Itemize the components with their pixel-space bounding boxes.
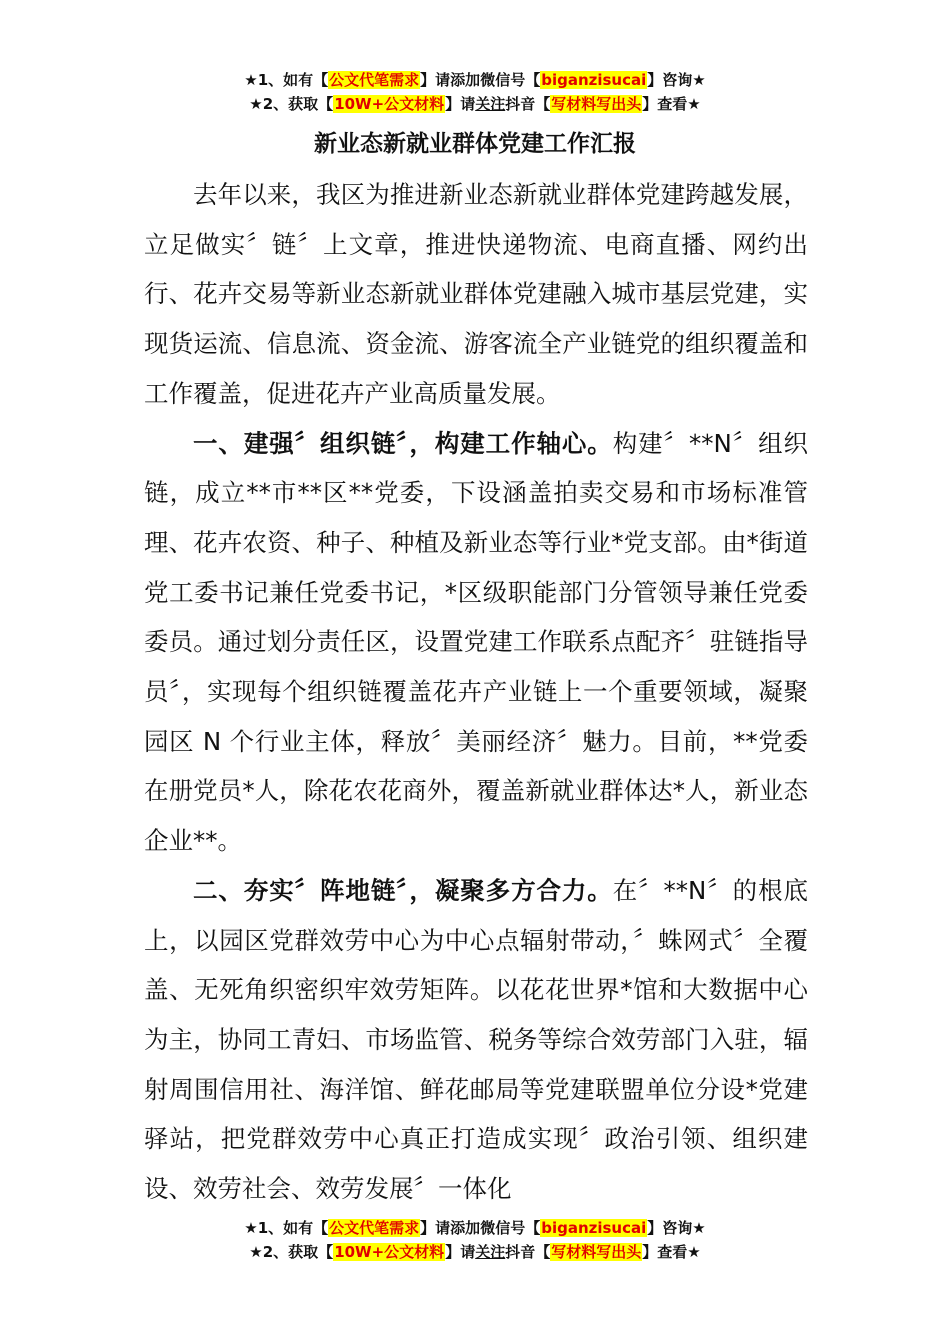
banner-text: 微信号【 — [480, 1219, 541, 1237]
banner-text: 】查看★ — [642, 1243, 701, 1261]
banner-text: 微信号【 — [480, 71, 541, 89]
paragraph-text: 去年以来，我区为推进新业态新就业群体党建跨越发展，立足做实〞链〞上文章，推进快递物流、电商直播、网约出行、花卉交易等新业态新就业群体党建融入城市基层党建，实现货运流、信息流、资金流、游客流全产业链党的组织覆盖和工作覆盖，促进花卉产业高质量发展。 — [144, 180, 808, 408]
document-title: 新业态新就业群体党建工作汇报 — [314, 131, 636, 157]
banner-text: 】请添加 — [420, 71, 481, 89]
banner-text: ★1、如有【 — [244, 1219, 329, 1237]
banner-text: ★2、获取【 — [249, 95, 334, 113]
banner-text: 】查看★ — [642, 95, 701, 113]
paragraph-lead: 一、建强〞组织链〞，构建工作轴心。 — [193, 428, 613, 458]
banner-line-2 — [0, 1240, 950, 1264]
banner-line-2 — [0, 92, 950, 116]
paragraph-text: 在〞**N〞的根底上，以园区党群效劳中心为中心点辐射带动，〞蛛网式〞全覆盖、无死角织密织牢效劳矩阵。以花花世界*馆和大数据中心为主，协同工青妇、市场监管、税务等综合效劳部门入驻，辐射周围信用社、海洋馆、鲜花邮局等党建联盟单位分设*党建驿站，把党群效劳中心真正打造成实现〞政治引领、组织建设、效劳社会、效劳发展〞一体化 — [144, 875, 809, 1204]
banner-text: 】咨询★ — [647, 71, 706, 89]
paragraph-section-2 — [144, 866, 808, 1214]
banner-line-1 — [0, 68, 950, 92]
paragraph-lead: 二、夯实〞阵地链〞，凝聚多方合力。 — [193, 875, 613, 905]
banner-line-1 — [0, 1216, 950, 1240]
banner-underlined: 关注 — [475, 1243, 506, 1261]
banner-highlight: 公文代笔需求 — [329, 71, 420, 89]
paragraph-intro — [144, 170, 808, 419]
document-body — [144, 170, 808, 1214]
banner-highlight: 写材料写出头 — [551, 1243, 642, 1261]
banner-highlight: 10W+公文材料 — [334, 1243, 445, 1261]
banner-highlight: 写材料写出头 — [551, 95, 642, 113]
banner-text: 】请 — [445, 95, 476, 113]
banner-text: 抖音【 — [505, 1243, 551, 1261]
banner-highlight: 公文代笔需求 — [329, 1219, 420, 1237]
banner-text: ★2、获取【 — [249, 1243, 334, 1261]
banner-text: 】请添加 — [420, 1219, 481, 1237]
banner-underlined: 关注 — [475, 95, 506, 113]
banner-text: 抖音【 — [505, 95, 551, 113]
bottom-banner — [0, 1216, 950, 1264]
banner-text: ★1、如有【 — [244, 71, 329, 89]
banner-highlight: 10W+公文材料 — [334, 95, 445, 113]
banner-text: 】请 — [445, 1243, 476, 1261]
paragraph-section-1 — [144, 419, 808, 866]
paragraph-text: 构建〞**N〞组织链，成立**市**区**党委，下设涵盖拍卖交易和市场标准管理、花卉农资、种子、种植及新业态等行业*党支部。由*街道党工委书记兼任党委书记，*区级职能部门分管领导兼任党委委员。通过划分责任区，设置党建工作联系点配齐〞驻链指导员〞，实现每个组织链覆盖花卉产业链上一个重要领域，凝聚园区 N 个行业主体，释放〞美丽经济〞魅力。目前，**党委在册党员*人，除花农花商外，覆盖新就业群体达*人，新业态企业**。 — [144, 428, 809, 856]
top-banner — [0, 68, 950, 116]
banner-text: 】咨询★ — [647, 1219, 706, 1237]
banner-highlight: biganzisucai — [541, 71, 647, 89]
banner-highlight: biganzisucai — [541, 1219, 647, 1237]
